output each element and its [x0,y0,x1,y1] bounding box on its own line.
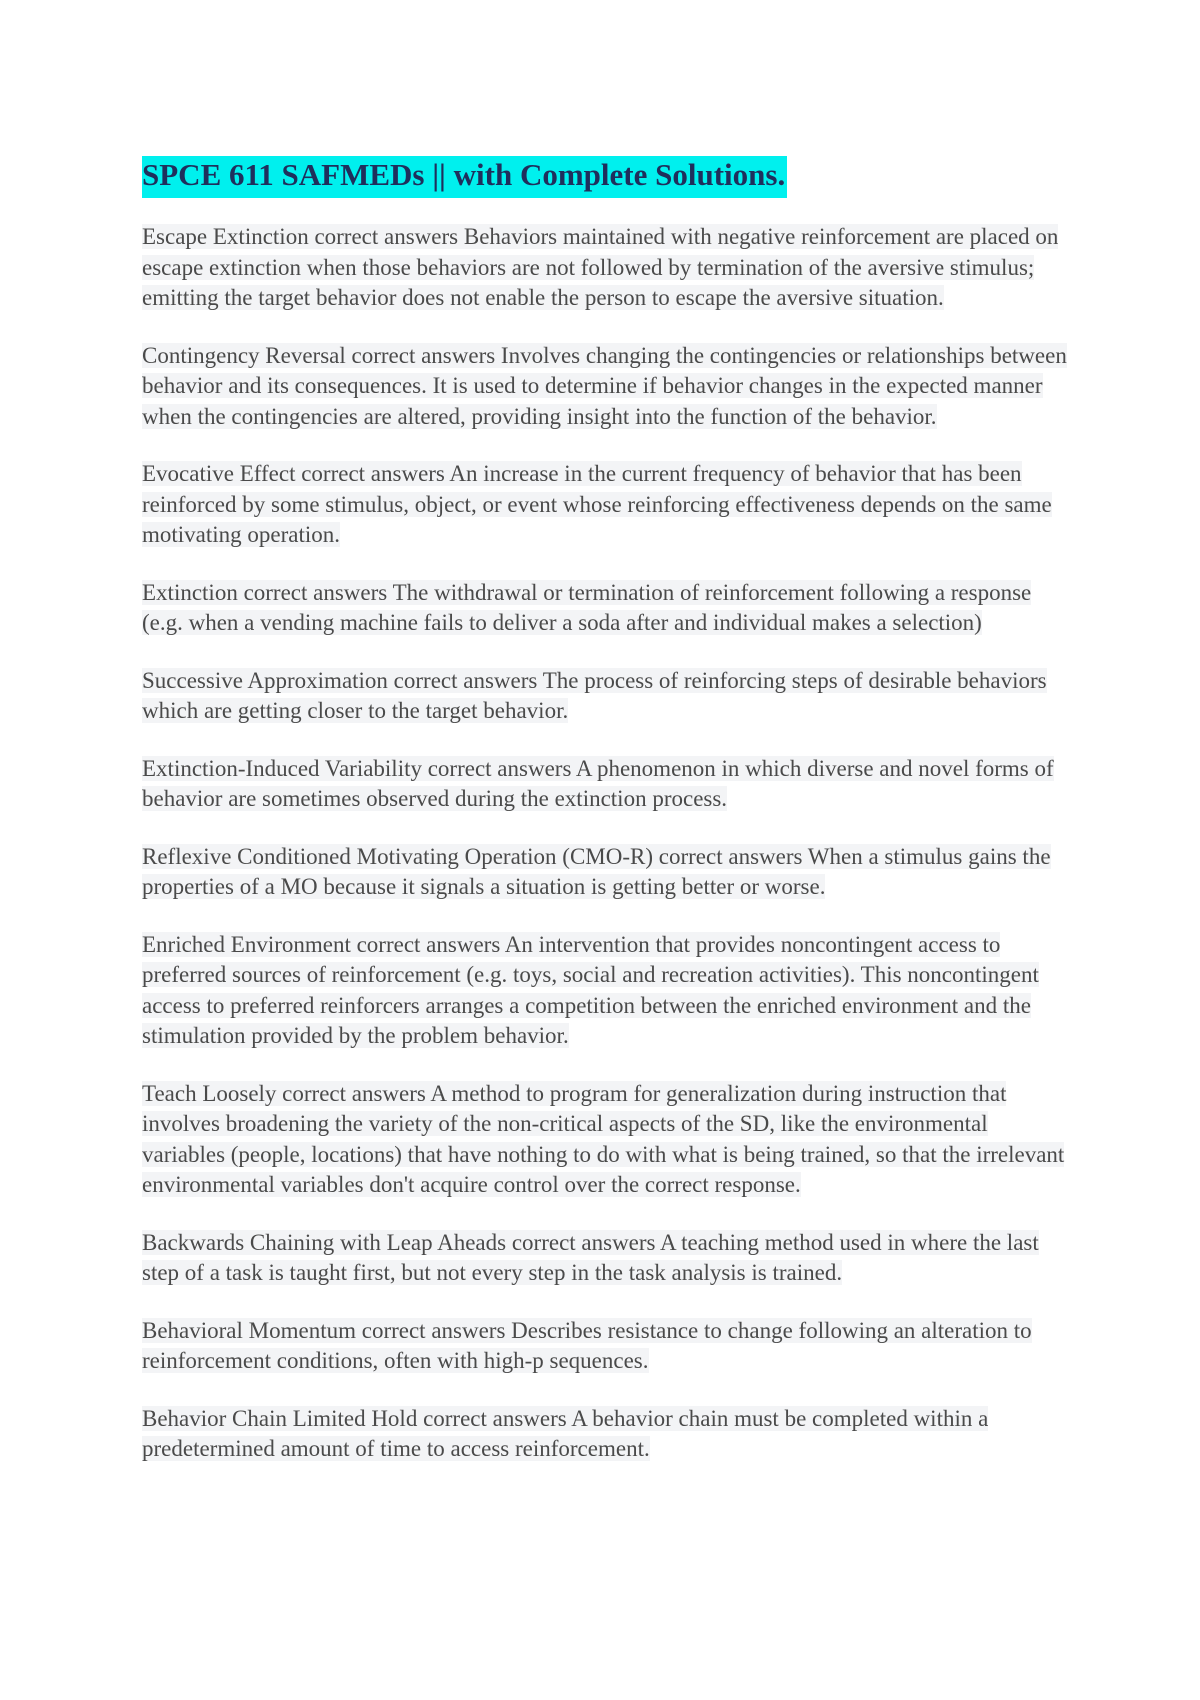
flashcard-entry-behavioral-momentum [142,1316,1072,1377]
flashcard-entry-successive-approximation [142,666,1072,727]
flashcard-entry-backwards-chaining [142,1228,1072,1289]
flashcard-entry-teach-loosely [142,1079,1072,1201]
entry-text: Behavior Chain Limited Hold correct answers A behavior chain must be completed within a predetermined amount of time to access reinforcement. [142,1405,989,1461]
document-body [142,156,1072,1492]
entry-text: Successive Approximation correct answers The process of reinforcing steps of desirable behaviors which are getting closer to the target behavior. [142,667,1047,723]
document-title: SPCE 611 SAFMEDs || with Complete Solutions. [142,156,787,198]
entry-text: Behavioral Momentum correct answers Describes resistance to change following an alteration to reinforcement conditions, often with high-p sequences. [142,1317,1032,1373]
entry-text: Backwards Chaining with Leap Aheads correct answers A teaching method used in where the last step of a task is taught first, but not every step in the task analysis is trained. [142,1229,1039,1285]
flashcard-entry-escape-extinction [142,222,1072,314]
entry-text: Contingency Reversal correct answers Involves changing the contingencies or relationships between behavior and its consequences. It is used to determine if behavior changes in the expected manner when the contingencies are altered, providing insight into the function of the behavior. [142,342,1067,429]
flashcard-entry-behavior-chain-limited-hold [142,1404,1072,1465]
entry-text: Extinction-Induced Variability correct answers A phenomenon in which diverse and novel forms of behavior are sometimes observed during the extinction process. [142,755,1054,811]
flashcard-entry-extinction-induced-variability [142,754,1072,815]
entry-text: Reflexive Conditioned Motivating Operation (CMO-R) correct answers When a stimulus gains the properties of a MO because it signals a situation is getting better or worse. [142,843,1051,899]
flashcard-entry-contingency-reversal [142,341,1072,433]
entry-text: Teach Loosely correct answers A method to program for generalization during instruction that involves broadening the variety of the non-critical aspects of the SD, like the environmental variables (people, locations) that have nothing to do with what is being trained, so that the irrelevant environmental variables don't acquire control over the correct response. [142,1080,1065,1197]
entry-text: Extinction correct answers The withdrawal or termination of reinforcement following a response (e.g. when a vending machine fails to deliver a soda after and individual makes a selection) [142,579,1032,635]
flashcard-entry-enriched-environment [142,930,1072,1052]
entry-text: Enriched Environment correct answers An intervention that provides noncontingent access to preferred sources of reinforcement (e.g. toys, social and recreation activities). This noncontingent access to preferred reinforcers arranges a competition between the enriched environment and the stimulation provided by the problem behavior. [142,931,1039,1048]
entry-text: Evocative Effect correct answers An increase in the current frequency of behavior that has been reinforced by some stimulus, object, or event whose reinforcing effectiveness depends on the same motivating operation. [142,461,1052,547]
flashcard-entry-evocative-effect [142,459,1072,551]
flashcard-entry-extinction [142,578,1072,639]
entry-text: Escape Extinction correct answers Behaviors maintained with negative reinforcement are placed on escape extinction when those behaviors are not followed by termination of the aversive stimulus; emitting the target behavior does not enable the person to escape the aversive situation. [142,224,1059,310]
flashcard-entry-cmo-r [142,842,1072,903]
